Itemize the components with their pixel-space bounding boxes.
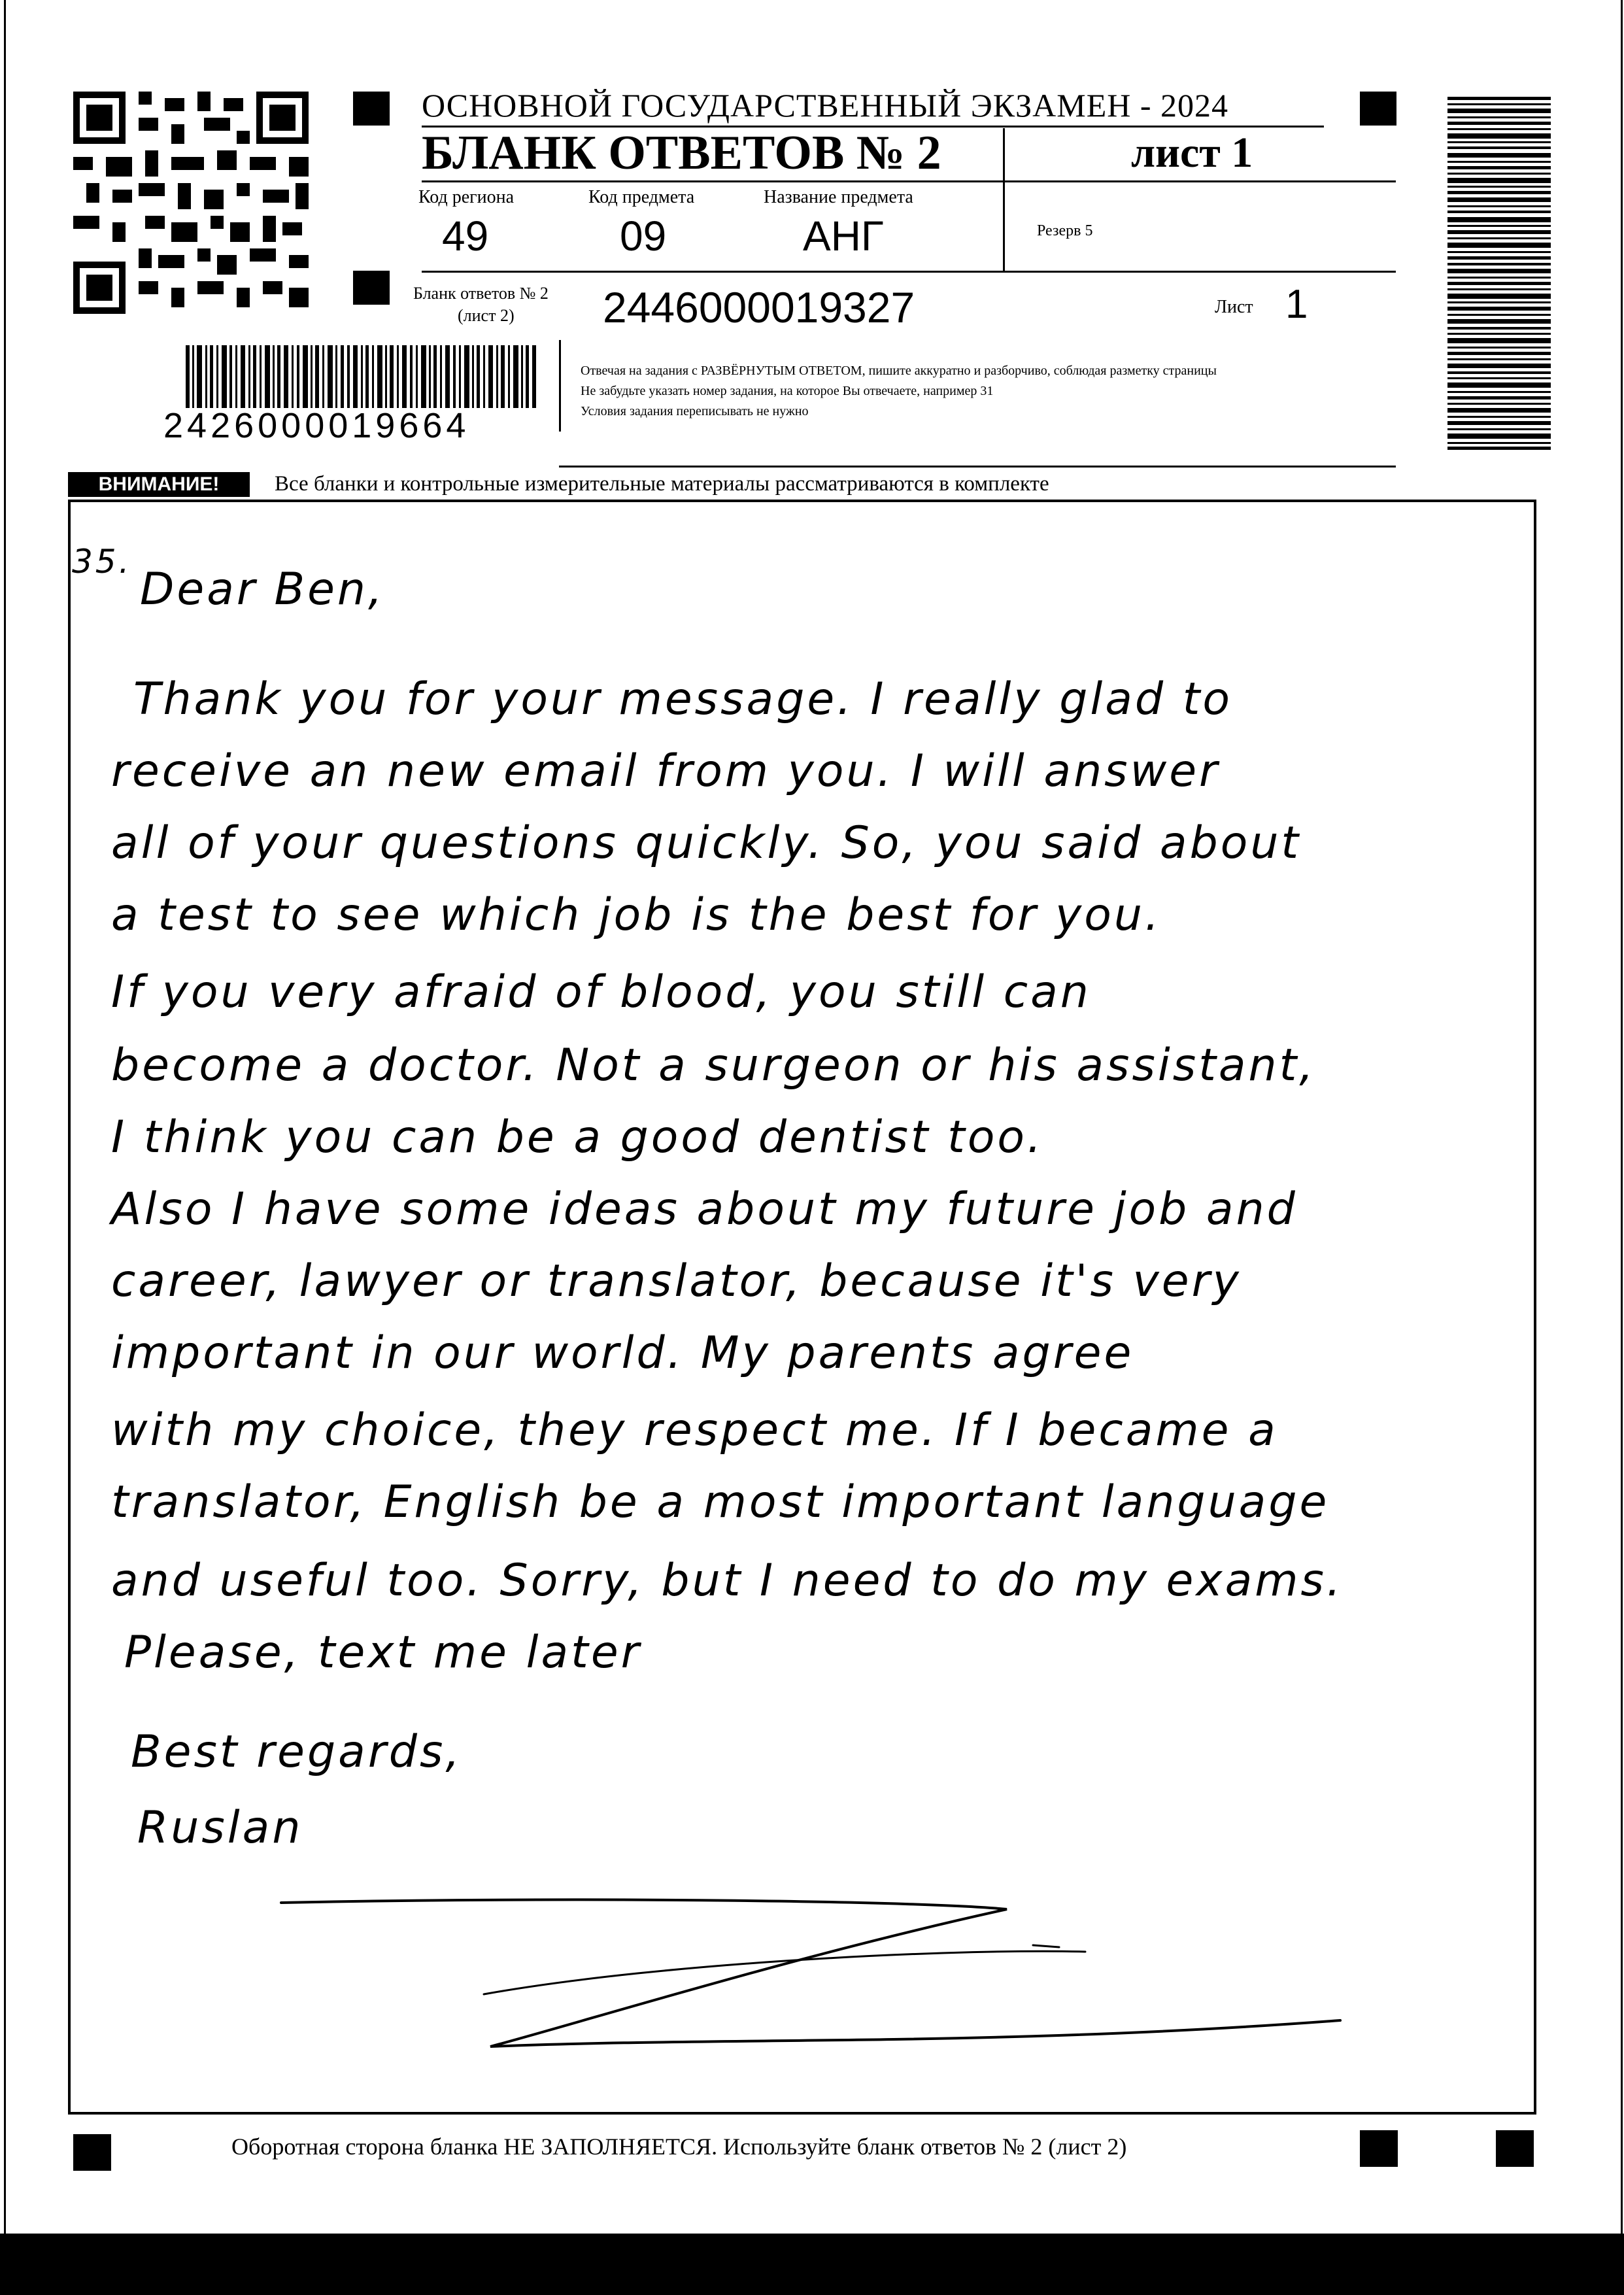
sheet-number-label: Лист [1215, 297, 1253, 317]
form-id-label-line1: Бланк ответов № 2 [413, 284, 549, 303]
instruction-line-1: Отвечая на задания с РАЗВЁРНУТЫМ ОТВЕТОМ, пишите аккуратно и разборчиво, соблюдая разметку страницы [581, 364, 1217, 378]
form-id-value: 2446000019327 [603, 283, 915, 332]
instructions [581, 361, 1217, 422]
header-rule-top [422, 180, 1396, 182]
answer-line-11: important in our world. My parents agree [111, 1327, 1134, 1379]
answer-line-1: Dear Ben, [140, 564, 385, 615]
header-rule-middle [422, 271, 1396, 273]
subject-code-label: Код предмета [588, 187, 695, 207]
scan-bottom-band [0, 2234, 1624, 2295]
answer-line-12: with my choice, they respect me. If I became a [111, 1404, 1278, 1456]
subject-code-value: 09 [620, 212, 667, 260]
answer-line-15: Please, text me later [124, 1627, 642, 1678]
header-divider-vertical [1003, 128, 1005, 271]
instructions-divider-vertical [559, 340, 561, 432]
form-id-label-line2: (лист 2) [458, 306, 515, 325]
barcode [186, 345, 539, 408]
alignment-marker-bottom-right-2 [1496, 2130, 1534, 2167]
subject-name-label: Название предмета [764, 187, 913, 207]
answer-line-14: and useful too. Sorry, but I need to do my exams. [111, 1555, 1344, 1606]
answer-line-3: receive an new email from you. I will answer [111, 745, 1221, 797]
header-rule-bottom [559, 466, 1396, 468]
region-code-value: 49 [442, 212, 489, 260]
answer-line-10: career, lawyer or translator, because it's very [111, 1255, 1242, 1307]
alignment-marker-bottom-left [73, 2134, 111, 2171]
answer-line-6: If you very afraid of blood, you still can [111, 966, 1091, 1018]
reserve-label: Резерв 5 [1037, 222, 1093, 239]
answer-line-16: Best regards, [131, 1726, 462, 1778]
answer-line-9: Also I have some ideas about my future job and [111, 1183, 1298, 1235]
task-number: 35. [72, 543, 132, 581]
alignment-marker-top-right [1360, 92, 1396, 126]
footer-note: Оборотная сторона бланка НЕ ЗАПОЛНЯЕТСЯ. Используйте бланк ответов № 2 (лист 2) [231, 2134, 1127, 2160]
answer-line-4: all of your questions quickly. So, you said about [111, 817, 1302, 869]
attention-text: Все бланки и контрольные измерительные материалы рассматриваются в комплекте [275, 472, 1049, 496]
alignment-marker-bottom-right-1 [1360, 2130, 1398, 2167]
region-code-label: Код региона [418, 187, 515, 207]
qr-code [73, 92, 309, 314]
answer-area[interactable] [68, 500, 1536, 2115]
form-title: БЛАНК ОТВЕТОВ № 2 [422, 126, 941, 180]
sheet-label: лист 1 [1131, 129, 1253, 177]
answer-line-7: become a doctor. Not a surgeon or his assistant, [111, 1040, 1316, 1091]
attention-badge: ВНИМАНИЕ! [68, 472, 250, 497]
subject-name-value: АНГ [803, 212, 884, 260]
answer-line-8: I think you can be a good dentist too. [111, 1112, 1044, 1163]
instruction-line-3: Условия задания переписывать не нужно [581, 404, 809, 418]
vertical-barcode [1447, 97, 1551, 450]
answer-line-2: Thank you for your message. I really glad to [133, 673, 1232, 725]
barcode-number: 2426000019664 [163, 406, 470, 445]
sheet-number-value: 1 [1285, 282, 1308, 327]
alignment-marker-top-left [353, 92, 390, 126]
alignment-marker-mid-left [353, 271, 390, 305]
instruction-line-2: Не забудьте указать номер задания, на которое Вы отвечаете, например 31 [581, 384, 994, 398]
exam-title: ОСНОВНОЙ ГОСУДАРСТВЕННЫЙ ЭКЗАМЕН - 2024 [422, 87, 1228, 124]
empty-space-strikeout [275, 1883, 1373, 2092]
answer-line-17: Ruslan [137, 1802, 303, 1854]
answer-line-13: translator, English be a most important language [111, 1476, 1330, 1528]
answer-line-5: a test to see which job is the best for you. [111, 889, 1162, 941]
